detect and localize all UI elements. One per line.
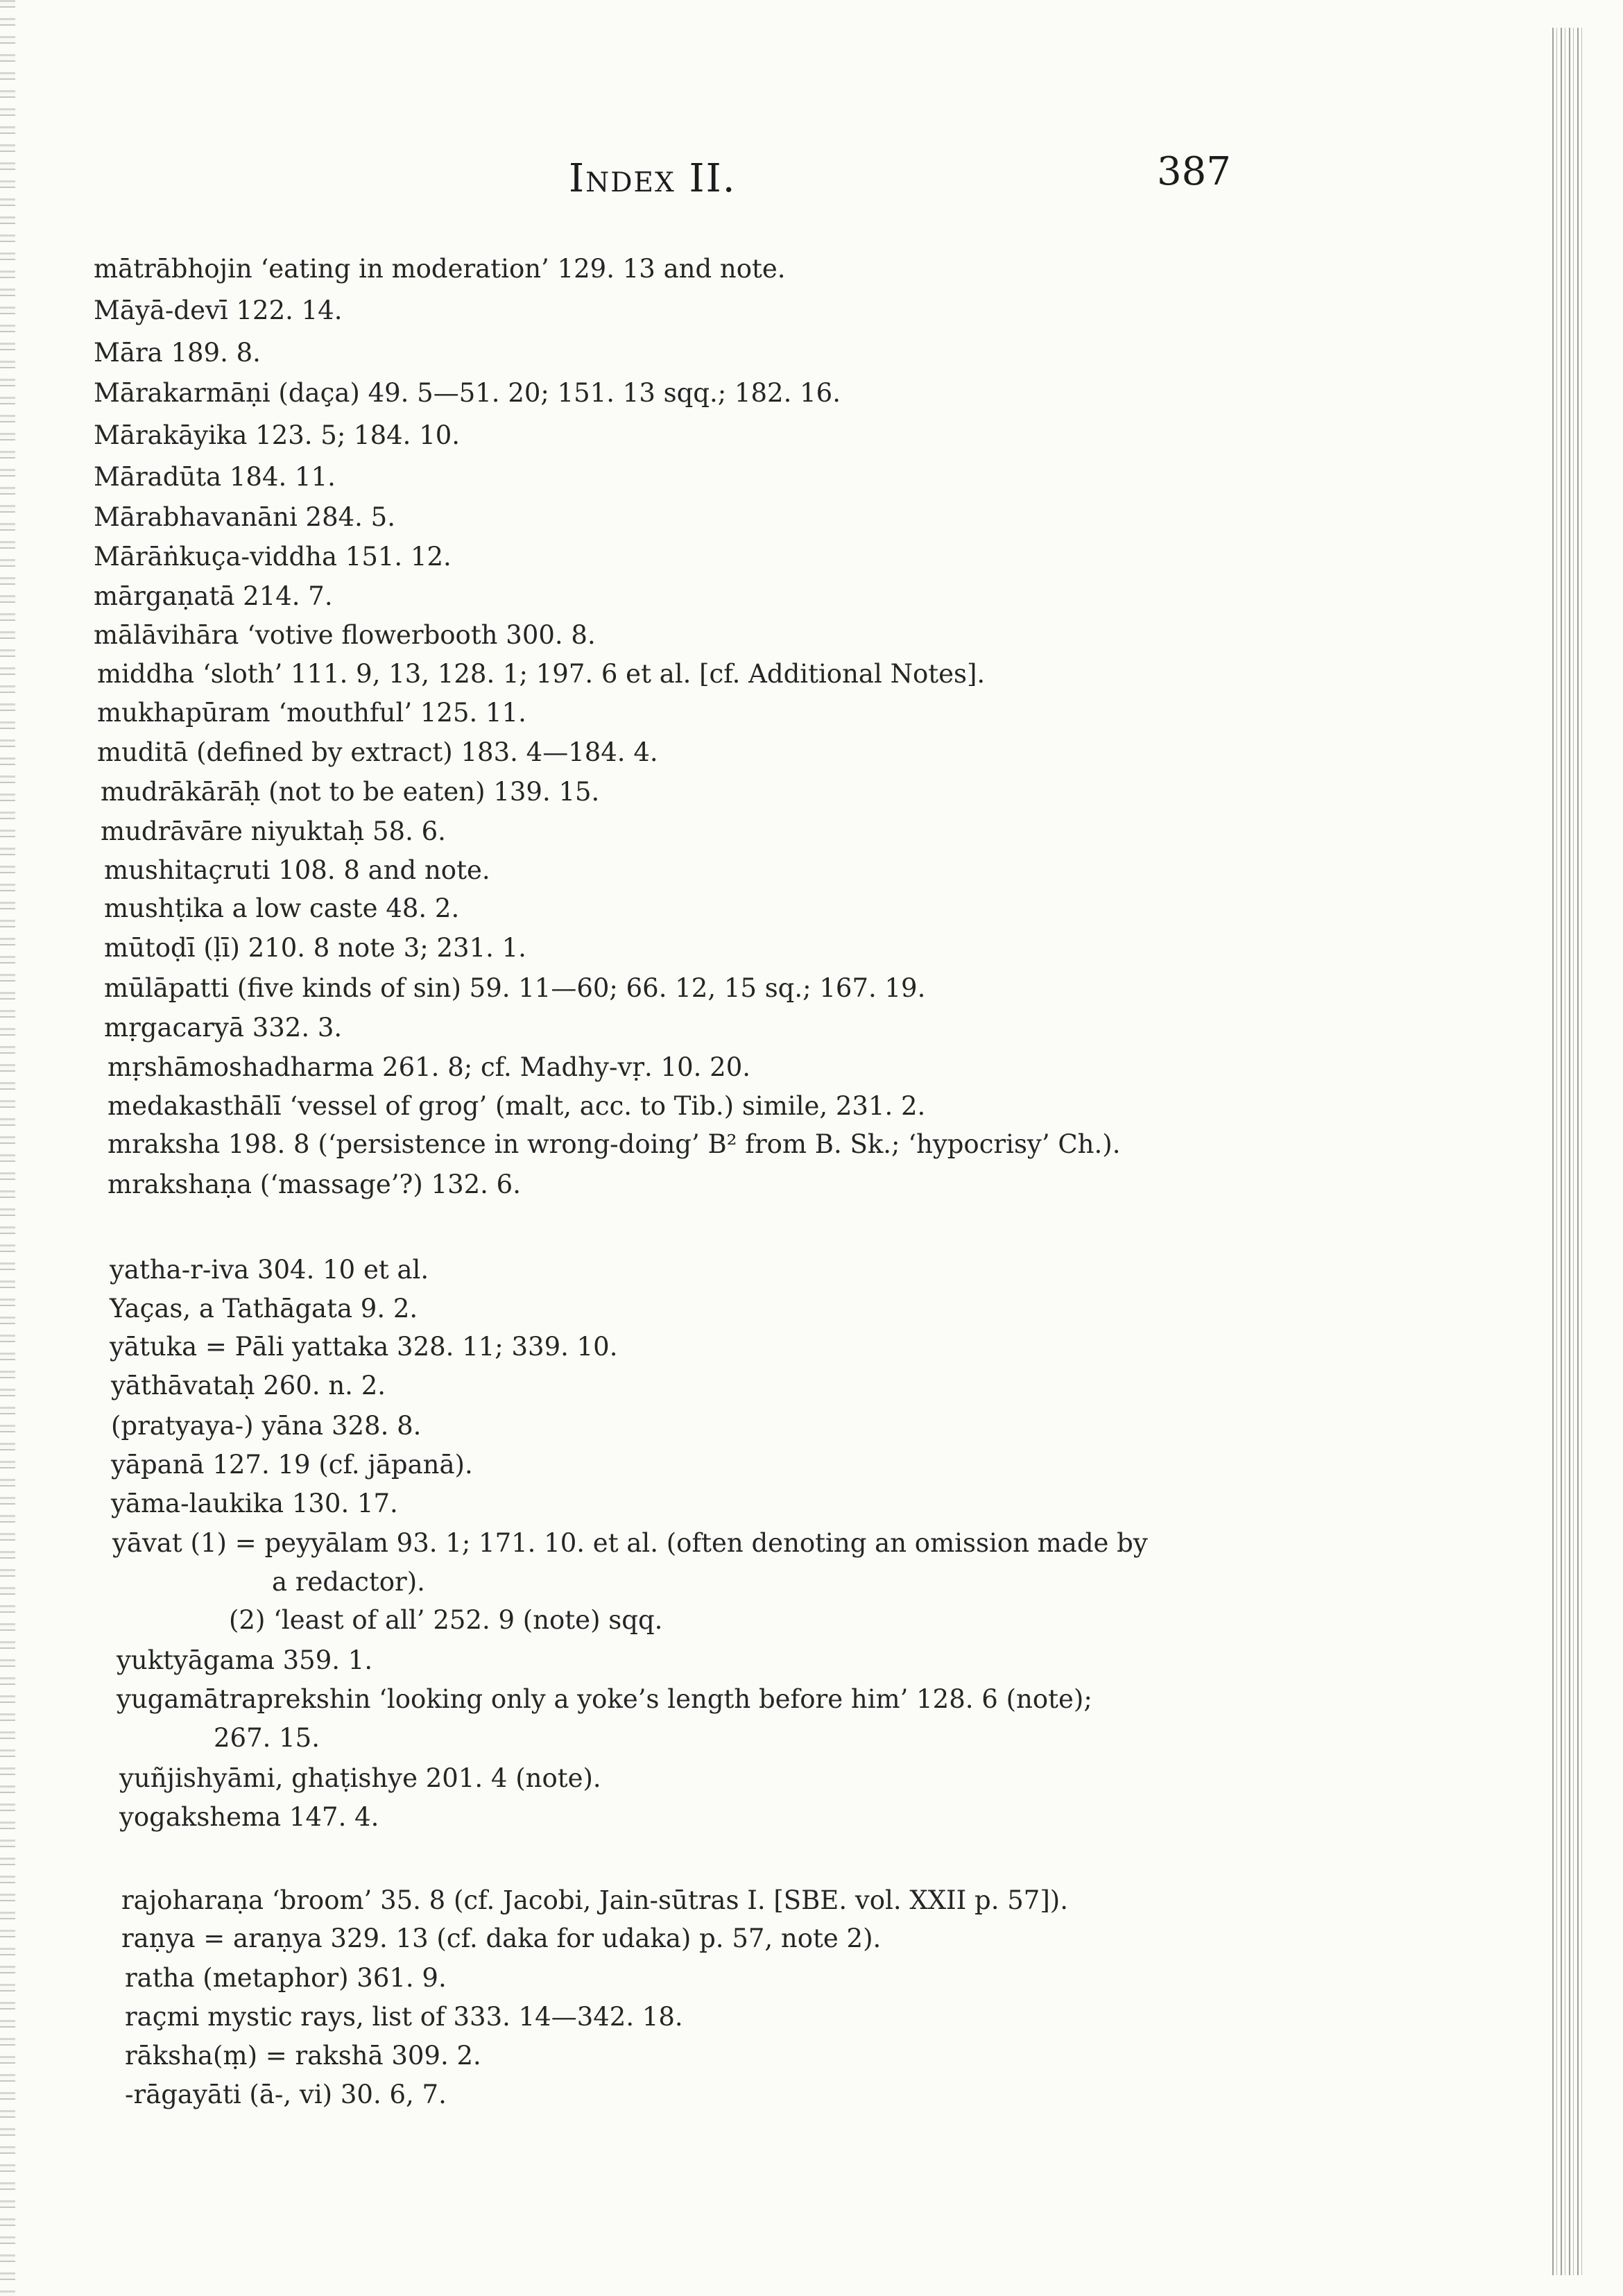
index-entry: mūtoḍī (ḷī) 210. 8 note 3; 231. 1. — [104, 933, 526, 963]
index-entry: muditā (defined by extract) 183. 4—184. 4. — [97, 737, 658, 767]
index-subentry: (2) ‘least of all’ 252. 9 (note) sqq. — [229, 1605, 663, 1635]
index-entry: Mārāṅkuça-viddha 151. 12. — [94, 542, 452, 572]
index-entry: yuñjishyāmi, ghaṭishye 201. 4 (note). — [119, 1763, 601, 1793]
index-entry: mudrākārāḥ (not to be eaten) 139. 15. — [101, 777, 600, 807]
index-entry-continuation: a redactor). — [272, 1567, 425, 1597]
index-entry: yāvat (1) = peyyālam 93. 1; 171. 10. et al. (often denoting an omission made by — [112, 1528, 1148, 1558]
index-entry: Māyā-devī 122. 14. — [94, 295, 343, 325]
index-entry: mrakshaṇa (‘massage’?) 132. 6. — [108, 1170, 521, 1199]
index-entry: Māradūta 184. 11. — [94, 462, 336, 492]
index-entry: mṛshāmoshadharma 261. 8; cf. Madhy-vṛ. 10. 20. — [108, 1052, 751, 1082]
index-entry: yāma-laukika 130. 17. — [111, 1489, 398, 1518]
page-number: 387 — [1157, 149, 1231, 194]
page-header — [0, 149, 1623, 212]
index-entry: rāksha(ṃ) = rakshā 309. 2. — [125, 2041, 481, 2071]
index-entry: Yaças, a Tathāgata 9. 2. — [110, 1294, 418, 1323]
index-entry: mātrābhojin ‘eating in moderation’ 129. 13 and note. — [94, 254, 786, 284]
index-entry: mudrāvāre niyuktaḥ 58. 6. — [101, 816, 446, 846]
scan-left-edge — [0, 0, 15, 2296]
index-entry: medakasthālī ‘vessel of grog’ (malt, acc. to Tib.) simile, 231. 2. — [108, 1091, 926, 1121]
index-entry: Mārakarmāṇi (daça) 49. 5—51. 20; 151. 13 sqq.; 182. 16. — [94, 378, 841, 408]
index-entry: mārgaṇatā 214. 7. — [94, 581, 333, 611]
index-entry: -rāgayāti (ā-, vi) 30. 6, 7. — [125, 2080, 447, 2109]
index-entry: yāpanā 127. 19 (cf. jāpanā). — [111, 1450, 473, 1480]
index-entry: yāthāvataḥ 260. n. 2. — [111, 1371, 386, 1400]
index-entry: yogakshema 147. 4. — [119, 1802, 379, 1832]
index-entry: mūlāpatti (five kinds of sin) 59. 11—60; 66. 12, 15 sq.; 167. 19. — [104, 973, 926, 1003]
index-entry: Mārabhavanāni 284. 5. — [94, 502, 395, 532]
index-entry: mālāvihāra ‘votive flowerbooth 300. 8. — [94, 620, 596, 650]
index-entry: Māra 189. 8. — [94, 338, 261, 368]
index-entry: yugamātraprekshin ‘looking only a yoke’s length before him’ 128. 6 (note); — [117, 1684, 1092, 1714]
index-entry: raçmi mystic rays, list of 333. 14—342. 18. — [125, 2002, 683, 2032]
index-entry: raṇya = araṇya 329. 13 (cf. daka for udaka) p. 57, note 2). — [121, 1924, 882, 1953]
index-entry: rajoharaṇa ‘broom’ 35. 8 (cf. Jacobi, Jain-sūtras I. [SBE. vol. XXII p. 57]). — [121, 1885, 1068, 1915]
index-entry: (pratyaya-) yāna 328. 8. — [111, 1411, 422, 1441]
index-entry: mukhapūram ‘mouthful’ 125. 11. — [97, 698, 526, 728]
index-entry: ratha (metaphor) 361. 9. — [125, 1963, 447, 1993]
index-entry: mushṭika a low caste 48. 2. — [104, 893, 460, 923]
index-entry: middha ‘sloth’ 111. 9, 13, 128. 1; 197. 6 et al. [cf. Additional Notes]. — [97, 659, 986, 689]
index-entry: yatha-r-iva 304. 10 et al. — [110, 1255, 429, 1285]
index-entry-continuation: 267. 15. — [214, 1723, 320, 1753]
index-entry: mraksha 198. 8 (‘persistence in wrong-doing’ B² from B. Sk.; ‘hypocrisy’ Ch.). — [108, 1129, 1121, 1159]
running-title: Index II. — [569, 156, 737, 201]
index-entry: Mārakāyika 123. 5; 184. 10. — [94, 420, 461, 450]
scan-right-edge — [1552, 28, 1583, 2275]
index-entry: mṛgacaryā 332. 3. — [104, 1013, 343, 1043]
index-entry: yuktyāgama 359. 1. — [117, 1645, 373, 1675]
index-entry: yātuka = Pāli yattaka 328. 11; 339. 10. — [110, 1332, 618, 1362]
index-entry: mushitaçruti 108. 8 and note. — [104, 855, 490, 885]
